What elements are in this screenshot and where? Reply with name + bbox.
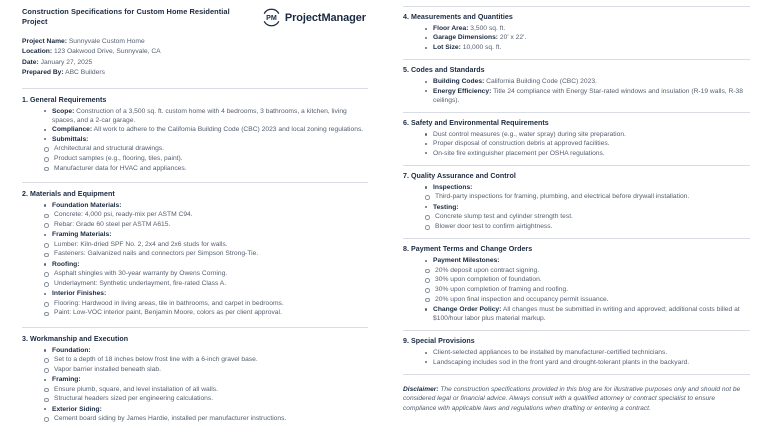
meta-prepared-by — [22, 68, 368, 78]
list-item — [44, 135, 368, 144]
section-2-framing-sublist — [22, 240, 368, 259]
list-item-label: Building Codes: — [433, 78, 485, 86]
meta-prepared-by-value: ABC Builders — [65, 69, 105, 77]
section-3-foundation-sublist — [22, 355, 368, 374]
section-divider — [403, 6, 750, 7]
section-divider — [403, 330, 750, 331]
list-item: Product samples (e.g., flooring, tiles, paint). — [44, 154, 368, 163]
meta-date-value: January 27, 2025 — [40, 58, 93, 66]
list-item-label: Foundation: — [52, 346, 91, 354]
list-item — [425, 183, 750, 192]
meta-project-name-label: Project Name: — [22, 38, 67, 45]
list-item: Flooring: Hardwood in living areas, tile in bathrooms, and carpet in bedrooms. — [44, 299, 368, 308]
pm-circle-logo-icon — [262, 8, 281, 27]
disclaimer — [403, 385, 750, 414]
list-item-label: Scope: — [52, 107, 75, 115]
list-item-label: Framing Materials: — [52, 231, 112, 239]
section-3-siding-sublist — [22, 414, 368, 423]
list-item-text: Construction of a 3,500 sq. ft. custom home with 4 bedrooms, 3 bathrooms, a kitchen, living spaces, and a 2-car garage. — [52, 107, 347, 124]
list-item — [44, 230, 368, 239]
section-heading-5: 5. Codes and Standards — [403, 66, 485, 75]
section-1-submittals-sublist — [22, 144, 368, 173]
section-7-testing-sublist — [403, 212, 750, 231]
section-2-list — [22, 230, 368, 239]
list-item: 30% upon completion of framing and roofing. — [425, 285, 750, 294]
project-metadata — [22, 37, 368, 79]
list-item: Manufacturer data for HVAC and appliances. — [44, 164, 368, 173]
section-2-roofing-sublist — [22, 269, 368, 288]
list-item: Architectural and structural drawings. — [44, 144, 368, 153]
list-item-label: Garage Dimensions: — [433, 34, 499, 42]
section-heading-7: 7. Quality Assurance and Control — [403, 171, 516, 180]
section-heading-4: 4. Measurements and Quantities — [403, 13, 513, 21]
page-title: Construction Specifications for Custom Home Residential Project — [22, 7, 230, 26]
list-item-text: 20' x 22'. — [498, 34, 527, 42]
list-item: Cement board siding by James Hardie, installed per manufacturer instructions. — [44, 414, 368, 423]
meta-prepared-by-label: Prepared By: — [22, 69, 64, 77]
list-item: Proper disposal of construction debris at approved facilities. — [425, 139, 750, 148]
list-item — [44, 405, 368, 414]
list-item — [425, 87, 750, 105]
section-5-list — [403, 77, 750, 105]
list-item: Concrete: 4,000 psi, ready-mix per ASTM C94. — [44, 210, 368, 219]
list-item-text: All work to adhere to the California Building Code (CBC) 2023 and local zoning regulations. — [92, 126, 364, 134]
section-divider — [403, 59, 750, 60]
disclaimer-text: The construction specifications provided in this blog are for illustrative purposes only and should not be considered legal or financial advice. Always consult with a qualified attorney or contract specialist to ensure compliance with applicable laws and regulations when drafting or entering a contract. — [403, 385, 741, 412]
list-item-label: Compliance: — [52, 126, 93, 134]
list-item: Structural headers sized per engineering calculations. — [44, 394, 368, 403]
list-item — [425, 256, 750, 265]
list-item — [44, 201, 368, 210]
list-item: 20% upon final inspection and occupancy permit issuance. — [425, 295, 750, 304]
list-item-label: Testing: — [433, 203, 459, 211]
list-item: 20% deposit upon contract signing. — [425, 266, 750, 275]
meta-date-label: Date: — [22, 58, 39, 66]
list-item: Asphalt shingles with 30-year warranty by Owens Corning. — [44, 269, 368, 278]
section-7-list — [403, 203, 750, 212]
list-item: Underlayment: Synthetic underlayment, fire-rated Class A. — [44, 279, 368, 288]
list-item — [425, 203, 750, 212]
section-divider — [403, 112, 750, 113]
section-heading-3: 3. Workmanship and Execution — [22, 334, 129, 343]
section-8-list — [403, 305, 750, 323]
list-item — [44, 125, 368, 134]
list-item: Dust control measures (e.g., water spray) during site preparation. — [425, 130, 750, 139]
list-item: Rebar: Grade 60 steel per ASTM A615. — [44, 220, 368, 229]
list-item-text: 3,500 sq. ft. — [468, 25, 506, 32]
list-item: Paint: Low-VOC interior paint, Benjamin Moore, colors as per client approval. — [44, 308, 368, 317]
section-3-list — [22, 405, 368, 414]
list-item-label: Interior Finishes: — [52, 290, 107, 298]
section-divider — [403, 238, 750, 239]
meta-project-name-value: Sunnyvale Custom Home — [68, 38, 145, 45]
list-item — [44, 260, 368, 269]
meta-location — [22, 47, 368, 57]
list-item-label: Change Order Policy: — [433, 305, 502, 313]
list-item-text: California Building Code (CBC) 2023. — [484, 78, 597, 86]
list-item — [44, 289, 368, 298]
list-item — [425, 305, 750, 323]
meta-date — [22, 58, 368, 68]
section-8-milestones-sublist — [403, 266, 750, 304]
document-header — [22, 7, 368, 27]
list-item-label: Submittals: — [52, 135, 89, 143]
list-item-label: Foundation Materials: — [52, 201, 122, 209]
projectmanager-logo — [262, 8, 366, 27]
section-2-interior-sublist — [22, 299, 368, 318]
list-item: Ensure plumb, square, and level installation of all walls. — [44, 385, 368, 394]
list-item: Lumber: Kiln-dried SPF No. 2, 2x4 and 2x6 studs for walls. — [44, 240, 368, 249]
section-heading-1: 1. General Requirements — [22, 95, 107, 104]
list-item: 30% upon completion of foundation. — [425, 275, 750, 284]
list-item: Client-selected appliances to be installed by manufacturer-certified technicians. — [425, 348, 750, 357]
section-heading-2: 2. Materials and Equipment — [22, 189, 115, 198]
section-9-list — [403, 348, 750, 367]
list-item: Blower door test to confirm airtightness. — [425, 222, 750, 231]
list-item — [425, 43, 750, 52]
list-item: Set to a depth of 18 inches below frost line with a 6-inch gravel base. — [44, 355, 368, 364]
list-item: Landscaping includes sod in the front yard and drought-tolerant plants in the backyard. — [425, 358, 750, 367]
section-7-inspections-sublist — [403, 192, 750, 201]
section-heading-6: 6. Safety and Environmental Requirements — [403, 118, 549, 127]
list-item-text: Title 24 compliance with Energy Star-rated windows and insulation (R-19 walls, R-38 ceilings). — [433, 87, 743, 104]
list-item — [425, 24, 750, 33]
section-8-list — [403, 256, 750, 265]
section-2-list — [22, 201, 368, 210]
meta-project-name — [22, 37, 368, 47]
section-heading-9: 9. Special Provisions — [403, 337, 475, 346]
section-6-list — [403, 130, 750, 158]
list-item — [44, 346, 368, 355]
disclaimer-label: Disclaimer: — [403, 385, 439, 393]
meta-location-label: Location: — [22, 48, 53, 56]
meta-location-value: 123 Oakwood Drive, Sunnyvale, CA — [53, 48, 161, 56]
section-3-list — [22, 375, 368, 384]
right-column — [384, 0, 768, 437]
list-item: Fasteners: Galvanized nails and connectors per Simpson Strong-Tie. — [44, 249, 368, 258]
list-item-label: Roofing: — [52, 260, 80, 268]
section-divider — [22, 88, 368, 89]
section-2-list — [22, 260, 368, 269]
footer-divider — [403, 374, 750, 375]
section-2-list — [22, 289, 368, 298]
section-divider — [403, 165, 750, 166]
section-heading-8: 8. Payment Terms and Change Orders — [403, 245, 533, 254]
section-divider — [22, 327, 368, 328]
list-item: Third-party inspections for framing, plumbing, and electrical before drywall installation. — [425, 192, 750, 201]
section-divider — [22, 182, 368, 183]
section-7-list — [403, 183, 750, 192]
list-item: On-site fire extinguisher placement per OSHA regulations. — [425, 149, 750, 158]
list-item — [425, 33, 750, 42]
list-item — [425, 77, 750, 86]
list-item: Vapor barrier installed beneath slab. — [44, 365, 368, 374]
section-1-list — [22, 107, 368, 144]
list-item — [44, 107, 368, 125]
svg-text:PM: PM — [266, 13, 277, 22]
section-2-foundation-sublist — [22, 210, 368, 229]
list-item-label: Exterior Siding: — [52, 405, 102, 413]
list-item-label: Framing: — [52, 376, 81, 384]
list-item-text: All changes must be submitted in writing and approved; additional costs billed at $100/hour labor plus material markup. — [433, 305, 740, 322]
list-item-label: Floor Area: — [433, 25, 469, 32]
section-4-list — [403, 24, 750, 52]
list-item-label: Energy Efficiency: — [433, 87, 492, 95]
list-item — [44, 375, 368, 384]
list-item-text: 10,000 sq. ft. — [460, 43, 502, 51]
section-3-list — [22, 346, 368, 355]
list-item: Concrete slump test and cylinder strength test. — [425, 212, 750, 221]
list-item-label: Payment Milestones: — [433, 257, 500, 265]
list-item-label: Inspections: — [433, 183, 473, 191]
section-3-framing-sublist — [22, 385, 368, 404]
logo-wordmark: ProjectManager — [284, 11, 366, 24]
list-item-label: Lot Size: — [433, 43, 461, 51]
